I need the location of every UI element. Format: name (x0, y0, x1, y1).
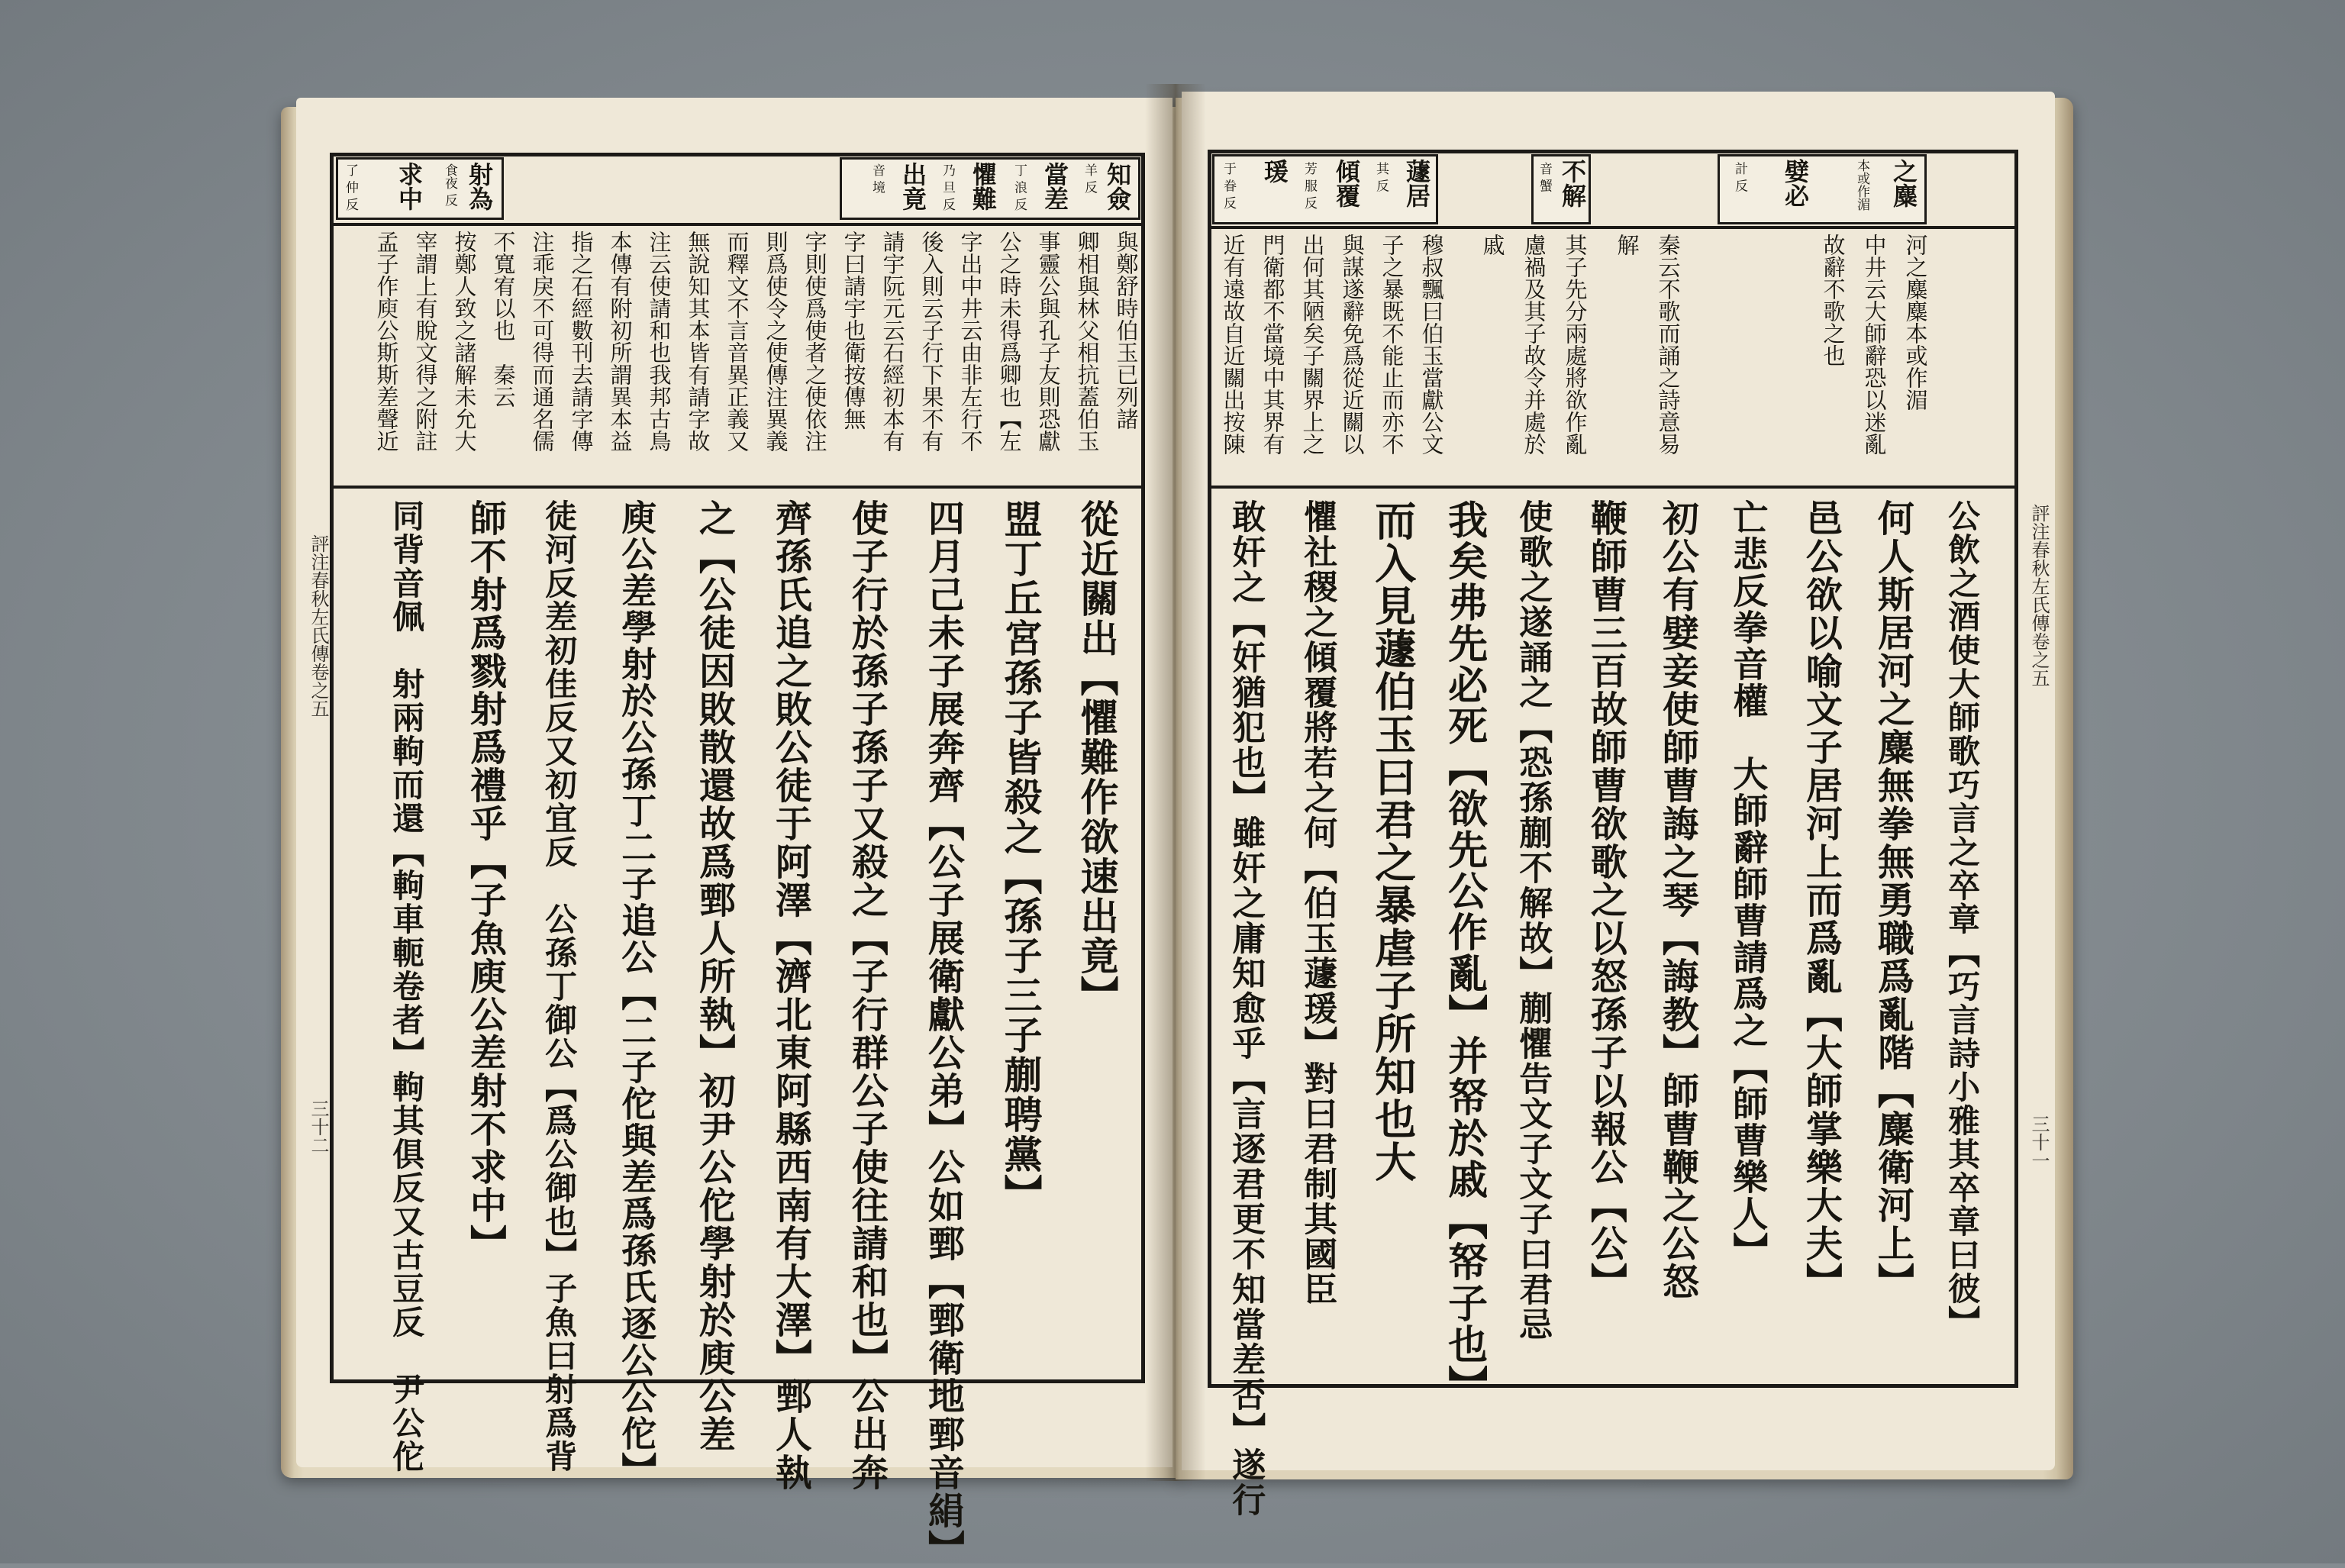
right-commentary-col: 故辭不歌之也 (1820, 234, 1847, 366)
left-commentary-col: 本傳有附初所謂異本益 (607, 231, 634, 452)
left-commentary-col: 注云使請和也我邦古鳥 (646, 231, 673, 452)
left-commentary-col: 按鄭人致之諸解未允大 (451, 231, 478, 452)
right-headgloss-3: 音 蟹 (1537, 162, 1552, 192)
right-headword-1: 之麋 (1889, 159, 1918, 208)
left-headword-6: 出竟 (898, 162, 927, 211)
left-headgloss-6: 音 境 (869, 163, 885, 194)
right-headgloss-6: 于 眷 反 (1221, 162, 1236, 209)
right-main-text-col: 敢奸之【奸猶犯也】雖奸之庸知愈乎【言逐君更不知當差否】遂行 (1226, 499, 1266, 1518)
right-headword-6: 瑗 (1260, 159, 1289, 183)
right-commentary-col: 戚 (1479, 234, 1506, 256)
left-headword-4: 當差 (1040, 162, 1069, 211)
left-main-text-col: 之【公徒因敗散還故爲鄄人所執】初尹公佗學射於庾公差 (692, 499, 736, 1453)
left-commentary-col: 指之石經數刊去請字傳 (568, 231, 595, 452)
left-commentary-col: 卿相與林父相抗蓋伯玉 (1074, 231, 1101, 452)
left-main-text-col: 齊孫氏追之敗公徒于阿澤【濟北東阿縣西南有大澤】鄄人執 (769, 499, 812, 1492)
right-main-text-col: 公飲之酒使大師歌巧言之卒章【巧言詩小雅其卒章曰彼】 (1943, 499, 1982, 1339)
right-main-text-col: 邑公欲以喻文子居河上而爲亂【大師掌樂大夫】 (1799, 499, 1843, 1301)
right-commentary-col: 慮禍及其子故令并處於 (1521, 234, 1547, 455)
right-commentary-col: 與謀遂辭免爲從近關以 (1339, 234, 1366, 455)
right-main-text-col: 使歌之遂誦之【恐孫蒯不解故】蒯懼告文子文子曰君忌 (1513, 499, 1553, 1342)
left-folio-number: 三十二 (308, 1099, 329, 1154)
left-commentary-col: 字則使爲使者之使依注 (802, 231, 828, 452)
right-commentary-col: 河之麋麋本或作湄 (1902, 234, 1929, 411)
right-main-text-col: 何人斯居河之麋無拳無勇職爲亂階【麋衛河上】 (1871, 499, 1914, 1301)
right-commentary-col: 解 (1614, 234, 1640, 256)
right-main-text-col: 亡悲反拳音權 大師辭師曹請爲之【師曹樂人】 (1727, 499, 1769, 1269)
left-commentary-col: 則爲使令之使傳注異義 (763, 231, 789, 452)
left-main-text-col: 四月己未子展奔齊【公子展衛獻公弟】公如鄄【鄄衛地鄄音絹】 (921, 499, 965, 1568)
left-commentary-col: 與鄭舒時伯玉已列諸 (1113, 231, 1140, 430)
left-main-text-col: 庾公差學射於公孫丁二子追公【二子佗與差爲孫氏逐公公佗】 (616, 499, 658, 1489)
left-main-text-col: 同背音佩 射兩軥而還【軥車軛卷者】軥其俱反又古豆反 尹公佗 (388, 499, 426, 1473)
left-commentary-col: 孟子作庾公斯斯差聲近 (373, 231, 400, 452)
left-headgloss-5: 乃 旦 反 (940, 163, 955, 211)
right-headgloss-1: 本或作湄 (1854, 159, 1869, 211)
left-commentary-rule (330, 486, 1145, 489)
right-headword-4: 蘧居 (1402, 159, 1431, 208)
right-commentary-col: 其子先分兩處將欲作亂 (1562, 234, 1589, 455)
left-headword-2: 求中 (395, 162, 424, 211)
right-commentary-col: 出何其陋矣子關界上之 (1299, 234, 1326, 455)
left-header-rule (330, 223, 1145, 226)
left-headgloss-4: 丁 浪 反 (1011, 163, 1027, 211)
left-commentary-col: 不寬宥以也 秦云 (490, 231, 517, 408)
right-main-text-col: 懼社稷之傾覆將若之何【伯玉蘧瑗】對曰君制其國臣 (1298, 499, 1337, 1307)
right-commentary-col: 秦云不歌而誦之詩意易 (1655, 234, 1682, 455)
left-commentary-col: 無說知其本皆有請字故 (685, 231, 711, 452)
left-margin-title: 評注春秋左氏傳卷之五 (308, 534, 329, 718)
left-commentary-col: 後入則云子行下果不有 (918, 231, 945, 452)
left-commentary-col: 請宇阮元云石經初本有 (879, 231, 906, 452)
right-folio-number: 三十一 (2028, 1115, 2050, 1170)
right-commentary-col: 近有遠故自近關出按陳 (1220, 234, 1247, 455)
right-header-rule (1208, 226, 2018, 229)
right-headword-3: 不解 (1558, 159, 1587, 208)
left-commentary-col: 字出中井云由非左行不 (957, 231, 984, 452)
right-commentary-col: 子之暴既不能止而亦不 (1379, 234, 1405, 455)
right-main-text-col: 初公有嬖妾使師曹誨之琴【誨教】師曹鞭之公怒 (1656, 499, 1699, 1301)
left-headgloss-1: 食夜 反 (442, 163, 457, 207)
left-headword-5: 懼難 (969, 162, 998, 211)
right-headword-5: 傾覆 (1332, 159, 1361, 208)
right-headgloss-5: 芳 服 反 (1302, 162, 1317, 209)
left-main-text-col: 徒河反差初佳反又初宜反 公孫丁御公【爲公御也】子魚曰射爲背 (540, 499, 579, 1473)
left-commentary-col: 而釋文不言音異正義又 (724, 231, 750, 452)
left-headword-3: 知僉 (1103, 162, 1132, 211)
left-commentary-col: 字曰請宇也衛按傳無 (840, 231, 867, 430)
right-commentary-col: 穆叔飄曰伯玉當獻公文 (1418, 234, 1445, 455)
left-main-text-col: 使子行於孫子孫子又殺之【子行群公子使往請和也】公出奔 (845, 499, 889, 1492)
left-commentary-col: 公之時未得爲卿也【左 (996, 231, 1023, 452)
left-main-text-col: 盟丁丘宮孫子皆殺之【孫子三子蒯聘黨】 (998, 499, 1043, 1214)
left-main-text-col: 師不射爲戮射爲禮乎【子魚庾公差射不求中】 (463, 499, 507, 1263)
left-commentary-col: 注乖戾不可得而通名儒 (529, 231, 556, 452)
left-main-text-col: 從近關出【懼難作欲速出竟】 (1074, 499, 1120, 1015)
right-main-text-col: 我矣弗先必死【欲先公作亂】并帑於戚【帑子也】 (1440, 499, 1488, 1406)
right-headgloss-4: 其 反 (1373, 162, 1389, 192)
right-commentary-col: 中井云大師辭恐以迷亂 (1861, 234, 1888, 455)
left-headgloss-3: 羊 反 (1082, 163, 1097, 194)
left-headgloss-2: 了 仲 反 (343, 163, 358, 211)
right-main-text-col: 而入見蘧伯玉曰君之暴虐子所知也大 (1368, 499, 1418, 1183)
left-headword-1: 射為 (465, 162, 494, 211)
right-headword-2: 嬖必 (1781, 159, 1810, 208)
right-main-text-col: 鞭師曹三百故師曹欲歌之以怒孫子以報公【公】 (1584, 499, 1627, 1301)
left-commentary-col: 事靈公與孔子友則恐獻 (1035, 231, 1062, 452)
right-commentary-col: 門衛都不當境中其界有 (1260, 234, 1286, 455)
right-commentary-rule (1208, 486, 2018, 489)
left-commentary-col: 宰謂上有脫文得之附註 (412, 231, 439, 452)
right-headgloss-2: 計 反 (1732, 162, 1747, 192)
right-margin-title: 評注春秋左氏傳卷之五 (2028, 504, 2050, 687)
